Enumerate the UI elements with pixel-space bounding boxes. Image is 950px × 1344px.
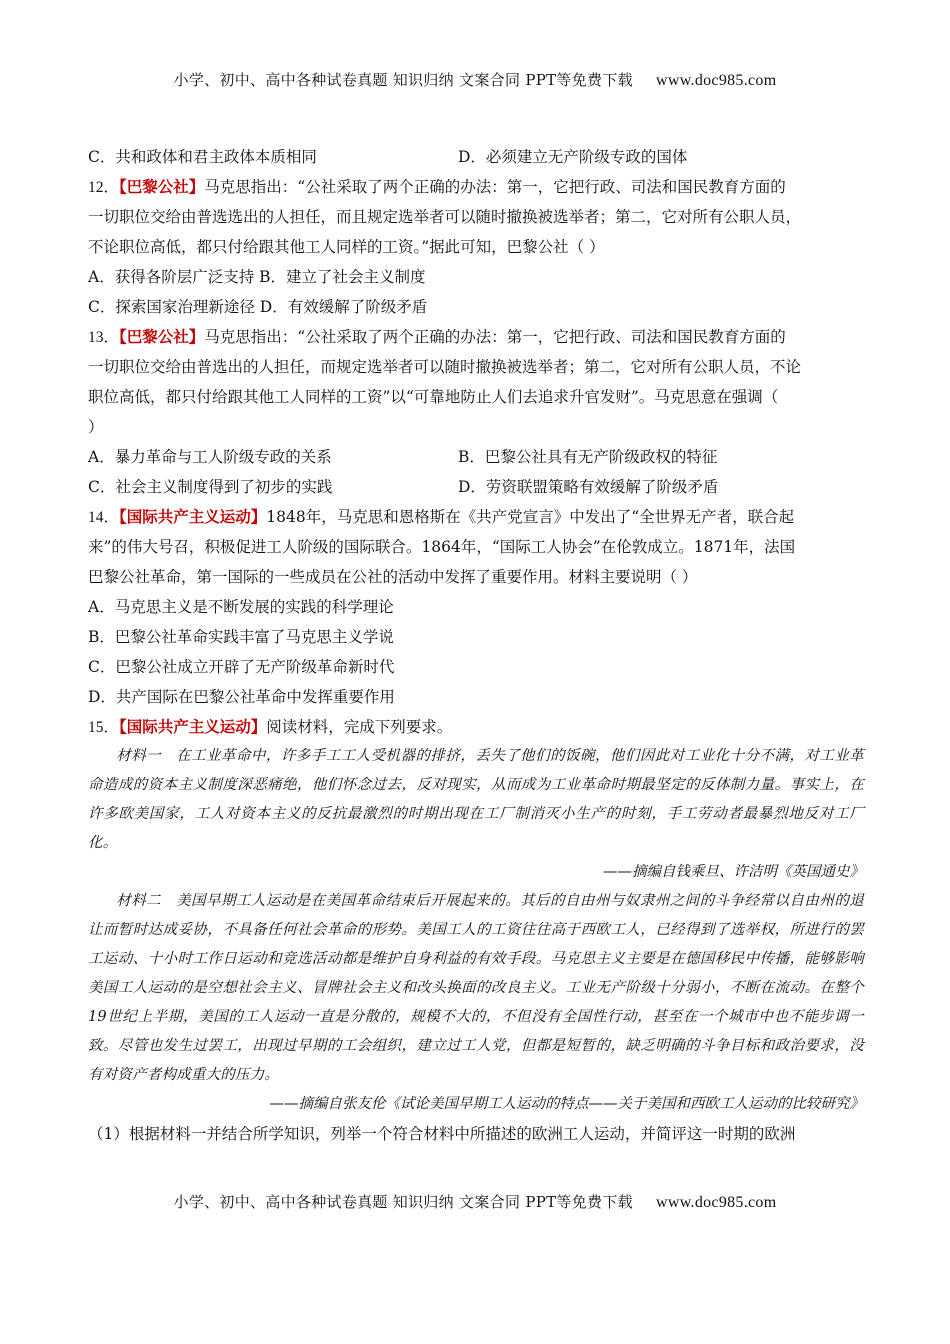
q15-material-2: [88, 887, 864, 1090]
q15-material-1: [88, 742, 864, 858]
q14-text-line1: 1848年，马克思和恩格斯在《共产党宣言》中发出了“全世界无产者，联合起: [266, 508, 795, 526]
q12-stem-line3: 不论职位高低，都只付给跟其他工人同样的工资。”据此可知，巴黎公社（ ）: [88, 238, 605, 256]
footer-site-link[interactable]: www.doc985.com: [656, 1194, 777, 1211]
header-text: 小学、初中、高中各种试卷真题 知识归纳 文案合同 PPT等免费下载: [173, 71, 633, 89]
q13-stem-line4: ）: [88, 418, 104, 436]
q13-options-ab: [88, 442, 864, 472]
q15-material-2-text: 材料二 美国早期工人运动是在美国革命结束后开展起来的。其后的自由州与奴隶州之间的斗争经常以自由州的退让而暂时达成妥协，不具备任何社会革命的形势。美国工人的工资往往高于西欧工人，已经得到了选举权，所进行的罢工运动、十小时工作日运动和竞选活动都是维护自身利益的有效手段。马克思主义主要是在德国移民中传播，能够影响美国工人运动的是空想社会主义、冒牌社会主义和改头换面的改良主义。工业无产阶级十分弱小，不断在流动。在整个19世纪上半期，美国的工人运动一直是分散的，规模不大的，不但没有全国性行动，甚至在一个城市中也不能步调一致。尽管也发生过罢工，出现过早期的工会组织，建立过工人党，但都是短暂的，缺乏明确的斗争目标和政治要求，没有对资产者构成重大的压力。: [88, 893, 864, 1083]
q12-text-line1: 马克思指出：“公社采取了两个正确的办法：第一，它把行政、司法和国民教育方面的: [204, 178, 786, 196]
q13-text-line1: 马克思指出：“公社采取了两个正确的办法：第一，它把行政、司法和国民教育方面的: [204, 328, 786, 346]
q12-stem-line2: 一切职位交给由普选选出的人担任，而且规定选举者可以随时撤换被选举者；第二，它对所有公职人员，: [88, 208, 802, 226]
q12-options-ab[interactable]: A．获得各阶层广泛支持 B．建立了社会主义制度: [88, 268, 426, 286]
q12-tag: 【巴黎公社】: [119, 177, 205, 196]
q14-option-c[interactable]: C．巴黎公社成立开辟了无产阶级革命新时代: [88, 658, 395, 676]
document-body: [88, 142, 864, 1149]
header-site-link[interactable]: www.doc985.com: [656, 72, 777, 89]
q15-intro: 阅读材料，完成下列要求。: [266, 718, 453, 736]
q13-option-d[interactable]: D．劳资联盟策略有效缓解了阶级矛盾: [458, 478, 719, 496]
q12-options-cd[interactable]: C．探索国家治理新途径 D．有效缓解了阶级矛盾: [88, 298, 428, 316]
q14-stem-line1: [88, 502, 864, 532]
q15-source-2: ——摘编自张友伦《试论美国早期工人运动的特点——关于美国和西欧工人运动的比较研究》: [269, 1096, 864, 1112]
q14-option-d[interactable]: D．共产国际在巴黎公社革命中发挥重要作用: [88, 688, 395, 706]
q14-option-a[interactable]: A．马克思主义是不断发展的实践的科学理论: [88, 598, 394, 616]
q13-number: 13．: [88, 329, 120, 346]
q13-stem-line2: 一切职位交给由普选出的人担任，而规定选举者可以随时撤换被选举者；第二，它对所有公职人员，不论: [88, 358, 802, 376]
q12-stem-line1: [88, 172, 864, 202]
q13-stem-line1: [88, 322, 864, 352]
q12-number: 12．: [88, 179, 120, 196]
q14-tag: 【国际共产主义运动】: [119, 507, 267, 526]
q11-option-c[interactable]: C．共和政体和君主政体本质相同: [88, 148, 317, 166]
q13-option-b[interactable]: B．巴黎公社具有无产阶级政权的特征: [458, 448, 718, 466]
q13-tag: 【巴黎公社】: [119, 327, 205, 346]
q15-number: 15．: [88, 719, 120, 736]
q14-stem-line2: 来”的伟大号召，积极促进工人阶级的国际联合。1864年，“国际工人协会”在伦敦成立。1871年，法国: [88, 538, 796, 556]
page-footer: [0, 1191, 950, 1212]
q13-option-c[interactable]: C．社会主义制度得到了初步的实践: [88, 478, 333, 496]
q15-subquestion-1: （1）根据材料一并结合所学知识，列举一个符合材料中所描述的欧洲工人运动，并简评这一时期的欧洲: [88, 1125, 796, 1143]
q15-stem: [88, 712, 864, 742]
q11-option-d[interactable]: D．必须建立无产阶级专政的国体: [458, 148, 688, 166]
q11-options-cd: [88, 142, 864, 172]
q15-tag: 【国际共产主义运动】: [119, 717, 267, 736]
q13-option-a[interactable]: A．暴力革命与工人阶级专政的关系: [88, 448, 332, 466]
footer-text: 小学、初中、高中各种试卷真题 知识归纳 文案合同 PPT等免费下载: [173, 1193, 633, 1211]
q14-option-b[interactable]: B．巴黎公社革命实践丰富了马克思主义学说: [88, 628, 394, 646]
q13-options-cd: [88, 472, 864, 502]
q13-stem-line3: 职位高低，都只付给跟其他工人同样的工资”以“可靠地防止人们去追求升官发财”。马克思意在强调（: [88, 388, 779, 406]
q14-stem-line3: 巴黎公社革命，第一国际的一些成员在公社的活动中发挥了重要作用。材料主要说明（ ）: [88, 568, 698, 586]
q15-material-1-text: 材料一 在工业革命中，许多手工工人受机器的排挤，丢失了他们的饭碗，他们因此对工业化十分不满，对工业革命造成的资本主义制度深恶痛绝，他们怀念过去，反对现实，从而成为工业革命时期最坚定的反体制力量。事实上，在许多欧美国家，工人对资本主义的反抗最激烈的时期出现在工厂制消灭小生产的时刻，手工劳动者最暴烈地反对工厂化。: [88, 748, 864, 851]
q15-source-1: ——摘编自钱乘旦、许洁明《英国通史》: [603, 864, 864, 880]
page-header: [0, 69, 950, 90]
q14-number: 14．: [88, 509, 120, 526]
